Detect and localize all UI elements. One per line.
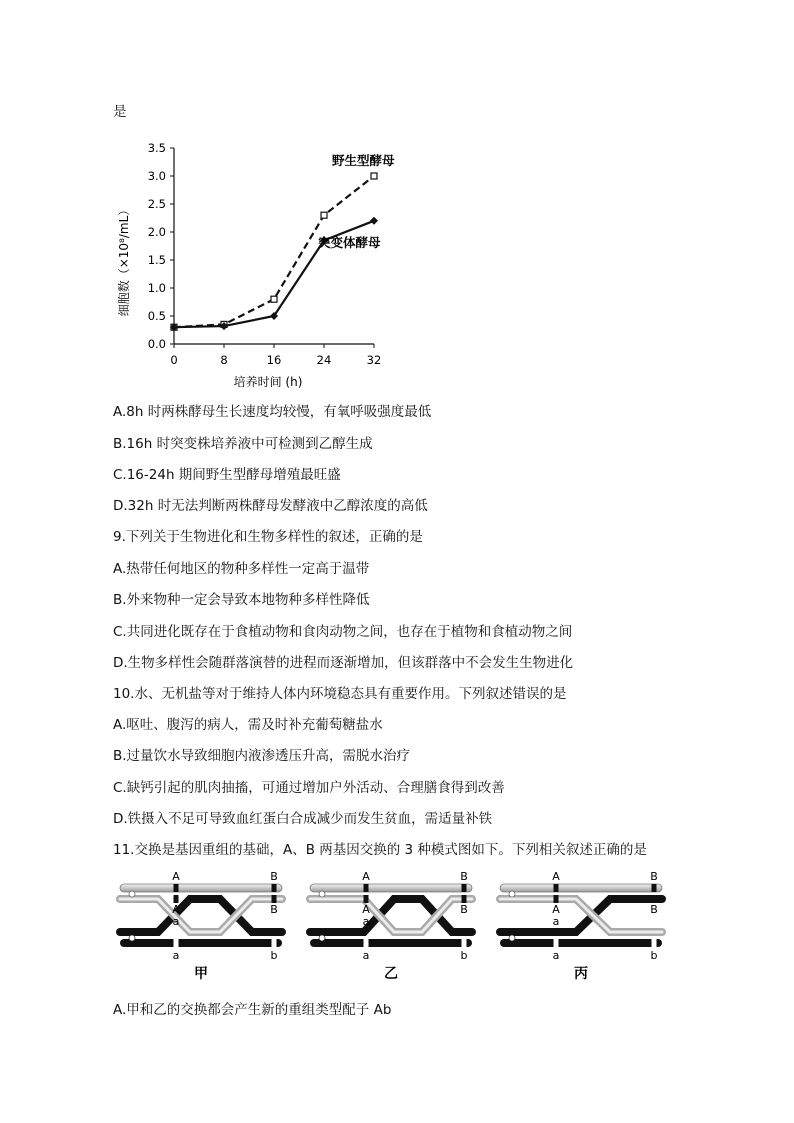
lead-text: 是 [113,104,127,120]
q10-option-b: B.过量饮水导致细胞内液渗透压升高，需脱水治疗 [113,748,411,764]
gene-letter: a [172,915,180,928]
gene-letter: B [460,903,468,916]
gene-letter: b [460,949,468,962]
y-tick-label: 1.5 [147,253,166,267]
x-axis-label: 培养时间 (h) [233,375,303,389]
chromatid-grey [310,884,472,892]
gene-letter: B [270,870,278,883]
y-tick-label: 0.0 [147,337,166,351]
gene-letter: a [362,949,370,962]
gene-band-dark [174,895,179,903]
gene-band-dark [364,895,369,903]
chromatid-grey [500,884,662,892]
x-tick-label: 0 [170,353,178,367]
gene-band-dark [554,895,559,903]
x-tick-label: 16 [266,353,282,367]
x-tick-label: 24 [316,353,332,367]
point-wild [371,173,377,179]
gene-band-light [272,939,277,947]
centromere-dot [509,891,515,897]
chromatid-black [120,939,282,947]
diagram-label: 丙 [574,966,588,982]
gene-letter: A [362,903,370,916]
centromere-dot [509,935,515,941]
q8-option-b: B.16h 时突变株培养液中可检测到乙醇生成 [113,436,373,452]
chart-ticks [148,141,382,367]
q10-option-d: D.铁摄入不足可导致血红蛋白合成减少而发生贫血，需适量补铁 [113,811,493,827]
gene-letter: B [650,870,658,883]
point-mutant [370,217,378,225]
q11-stem: 11.交换是基因重组的基础，A、B 两基因交换的 3 种模式图如下。下列相关叙述正确的是 [113,842,647,858]
y-tick-label: 3.0 [147,169,166,183]
crossover-diagram-1 [120,870,282,982]
gene-band-dark [652,884,657,892]
q9-option-c: C.共同进化既存在于食植动物和食肉动物之间，也存在于植物和食植动物之间 [113,624,573,640]
gene-band-dark [652,895,657,903]
gene-band-dark [174,884,179,892]
q9-option-b: B.外来物种一定会导致本地物种多样性降低 [113,592,370,608]
diagram-label: 乙 [384,966,398,982]
centromere-dot [319,935,325,941]
exchange-chromatid-grey [120,899,282,932]
q10-option-a: A.呕吐、腹泻的病人，需及时补充葡萄糖盐水 [113,717,383,733]
gene-band-dark [272,895,277,903]
x-tick-label: 8 [220,353,228,367]
gene-letter: A [172,870,180,883]
gene-band-light [652,939,657,947]
crossover-diagram-3 [500,870,662,982]
series-label-mutant: 突变体酵母 [318,235,381,250]
chromatid-black [500,939,662,947]
gene-letter: A [172,903,180,916]
gene-letter: A [362,870,370,883]
chromatid-grey [120,884,282,892]
gene-band-light [462,939,467,947]
series-label-wild: 野生型酵母 [332,153,395,168]
centromere-dot [319,891,325,897]
gene-letter: b [650,949,658,962]
diagram-label: 甲 [194,966,208,982]
q11-option-a: A.甲和乙的交换都会产生新的重组类型配子 Ab [113,1002,392,1018]
y-tick-label: 1.0 [147,281,166,295]
series-line-0 [174,176,374,327]
gene-band-dark [364,884,369,892]
q8-option-a: A.8h 时两株酵母生长速度均较慢，有氧呼吸强度最低 [113,404,432,420]
gene-letter: b [270,949,278,962]
gene-band-dark [462,895,467,903]
x-tick-label: 32 [366,353,382,367]
q10-stem: 10.水、无机盐等对于维持人体内环境稳态具有重要作用。下列叙述错误的是 [113,686,567,702]
centromere-dot [129,935,135,941]
q9-option-d: D.生物多样性会随群落演替的进程而逐渐增加，但该群落中不会发生生物进化 [113,655,574,671]
gene-letter: a [552,949,560,962]
gene-band-dark [554,884,559,892]
cell-growth-chart [112,138,412,394]
exchange-chromatid-black [120,899,282,932]
q8-option-d: D.32h 时无法判断两株酵母发酵液中乙醇浓度的高低 [113,498,428,514]
gene-letter: a [552,915,560,928]
q10-option-c: C.缺钙引起的肌肉抽搐，可通过增加户外活动、合理膳食得到改善 [113,780,505,796]
chromatid-black [310,939,472,947]
chart-series [170,173,378,331]
gene-letter: B [270,903,278,916]
crossover-diagram-2 [310,870,472,982]
q9-option-a: A.热带任何地区的物种多样性一定高于温带 [113,561,370,577]
y-tick-label: 2.5 [147,197,166,211]
gene-letter: a [362,915,370,928]
gene-band-dark [272,884,277,892]
gene-letter: B [460,870,468,883]
gene-letter: A [552,903,560,916]
q8-option-c: C.16-24h 期间野生型酵母增殖最旺盛 [113,467,341,483]
gene-band-light [554,939,559,947]
point-wild [271,296,277,302]
gene-band-dark [462,884,467,892]
q9-stem: 9.下列关于生物进化和生物多样性的叙述，正确的是 [113,529,423,545]
y-tick-label: 3.5 [147,141,166,155]
gene-band-light [364,939,369,947]
gene-letter: A [552,870,560,883]
centromere-dot [129,891,135,897]
y-axis-label: 细胞数（×10⁸/mL） [117,203,131,317]
gene-band-light [174,939,179,947]
gene-letter: B [650,903,658,916]
y-tick-label: 0.5 [147,309,166,323]
gene-letter: a [172,949,180,962]
crossover-diagrams [112,870,692,985]
y-tick-label: 2.0 [147,225,166,239]
point-wild [321,212,327,218]
